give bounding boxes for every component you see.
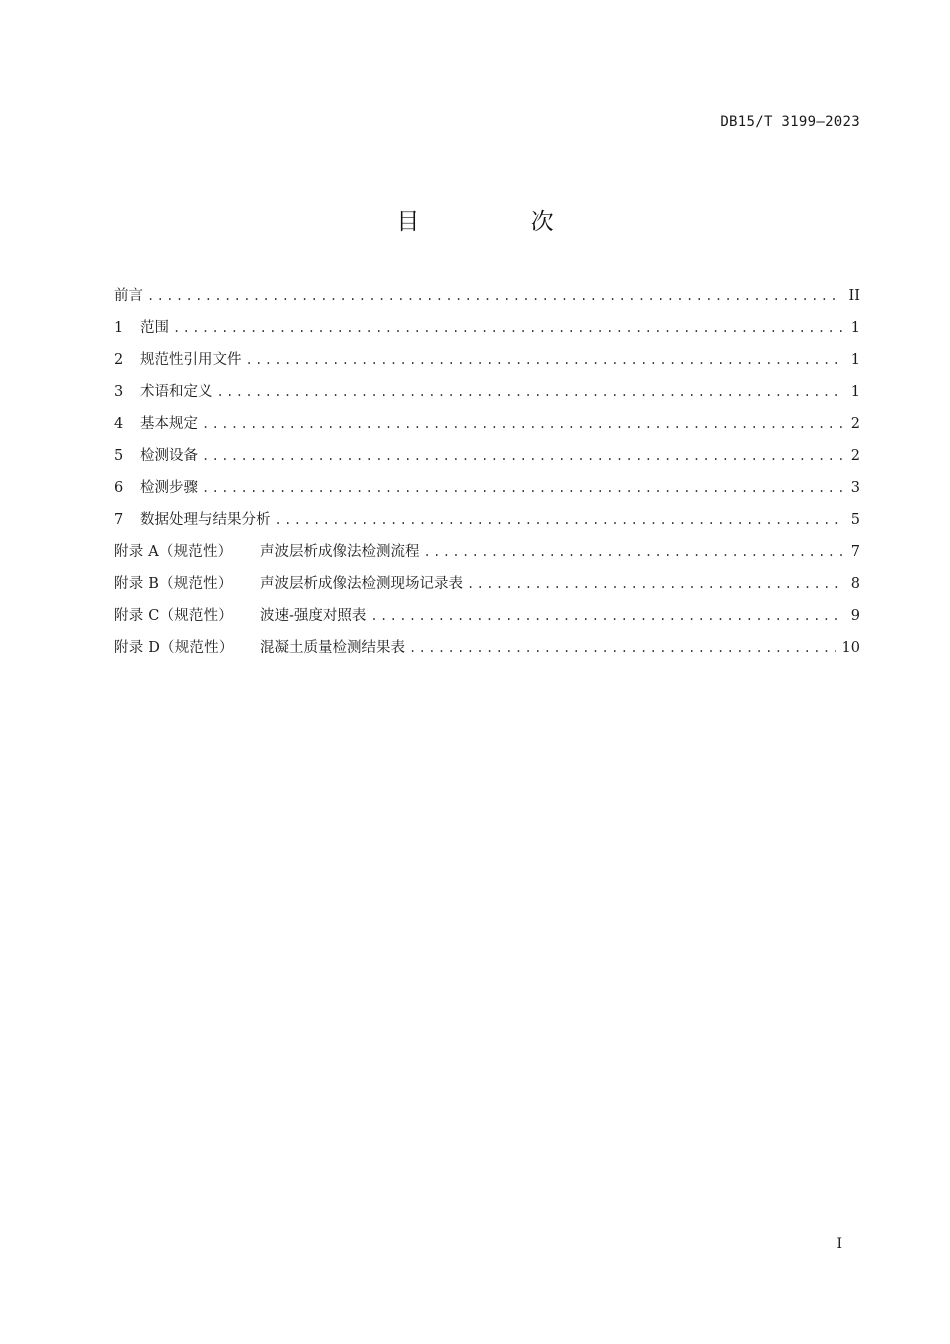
- toc-entry-label: 规范性引用文件: [140, 352, 242, 368]
- toc-entry-label: 范围: [140, 320, 169, 336]
- toc-entry-number: 5: [114, 448, 124, 464]
- toc-entry-label: 混凝土质量检测结果表: [260, 640, 405, 656]
- toc-dot-leader: [147, 289, 842, 303]
- toc-entry[interactable]: [114, 508, 860, 540]
- toc-entry-number: 6: [114, 480, 124, 496]
- toc-entry-number: 1: [114, 320, 124, 336]
- toc-dot-leader: [370, 609, 842, 623]
- toc-entry[interactable]: [114, 316, 860, 348]
- toc-entry-label: 检测步骤: [140, 480, 198, 496]
- toc-dot-leader: [424, 545, 843, 559]
- toc-entry-page: 1: [850, 320, 860, 336]
- toc-entry-annex: 附录 D（规范性）: [114, 640, 234, 656]
- toc-entry-page: 5: [850, 512, 860, 528]
- toc-entry-label: 检测设备: [140, 448, 198, 464]
- toc-entry-label: 术语和定义: [140, 384, 213, 400]
- toc-entry-page: 8: [850, 576, 860, 592]
- toc-entry-page: 1: [850, 384, 860, 400]
- toc-entry-page: 2: [850, 448, 860, 464]
- toc-entry-label: 波速-强度对照表: [260, 608, 367, 624]
- toc-entry-annex: 附录 B（规范性）: [114, 576, 233, 592]
- toc-entry[interactable]: [114, 380, 860, 412]
- toc-dot-leader: [173, 321, 842, 335]
- toc-entry[interactable]: [114, 604, 860, 636]
- toc-entry-number: 4: [114, 416, 124, 432]
- toc-entry-page: 2: [850, 416, 860, 432]
- toc-entry[interactable]: [114, 476, 860, 508]
- document-code: DB15/T 3199—2023: [720, 114, 860, 130]
- toc-entry-number: 7: [114, 512, 124, 528]
- toc-entry[interactable]: [114, 284, 860, 316]
- toc-entry-page: 9: [850, 608, 860, 624]
- toc-entry-page: 7: [850, 544, 860, 560]
- toc-entry-label: 声波层析成像法检测流程: [260, 544, 420, 560]
- toc-entry-annex: 附录 A（规范性）: [114, 544, 233, 560]
- toc-entry-number: 2: [114, 352, 124, 368]
- toc-entry-annex: 附录 C（规范性）: [114, 608, 234, 624]
- toc-entry-label: 基本规定: [140, 416, 198, 432]
- toc-title: 目 次: [396, 209, 606, 235]
- toc-entry-page: 1: [850, 352, 860, 368]
- toc-entry[interactable]: [114, 444, 860, 476]
- toc-dot-leader: [217, 385, 843, 399]
- toc-dot-leader: [409, 641, 836, 655]
- toc-dot-leader: [202, 481, 842, 495]
- toc-entry[interactable]: [114, 412, 860, 444]
- toc-dot-leader: [202, 449, 842, 463]
- toc-dot-leader: [246, 353, 843, 367]
- toc-entry[interactable]: [114, 540, 860, 572]
- toc-entry-label: 前言: [114, 288, 143, 304]
- toc-dot-leader: [202, 417, 842, 431]
- toc-entry[interactable]: [114, 348, 860, 380]
- table-of-contents: [114, 284, 860, 668]
- toc-dot-leader: [467, 577, 842, 591]
- toc-entry[interactable]: [114, 572, 860, 604]
- toc-entry-label: 数据处理与结果分析: [140, 512, 271, 528]
- toc-entry-page: 3: [850, 480, 860, 496]
- toc-entry-label: 声波层析成像法检测现场记录表: [260, 576, 463, 592]
- toc-entry[interactable]: [114, 636, 860, 668]
- toc-dot-leader: [275, 513, 843, 527]
- toc-entry-number: 3: [114, 384, 124, 400]
- toc-entry-page: 10: [841, 640, 860, 656]
- page-number: I: [836, 1236, 842, 1252]
- toc-entry-page: II: [848, 288, 860, 304]
